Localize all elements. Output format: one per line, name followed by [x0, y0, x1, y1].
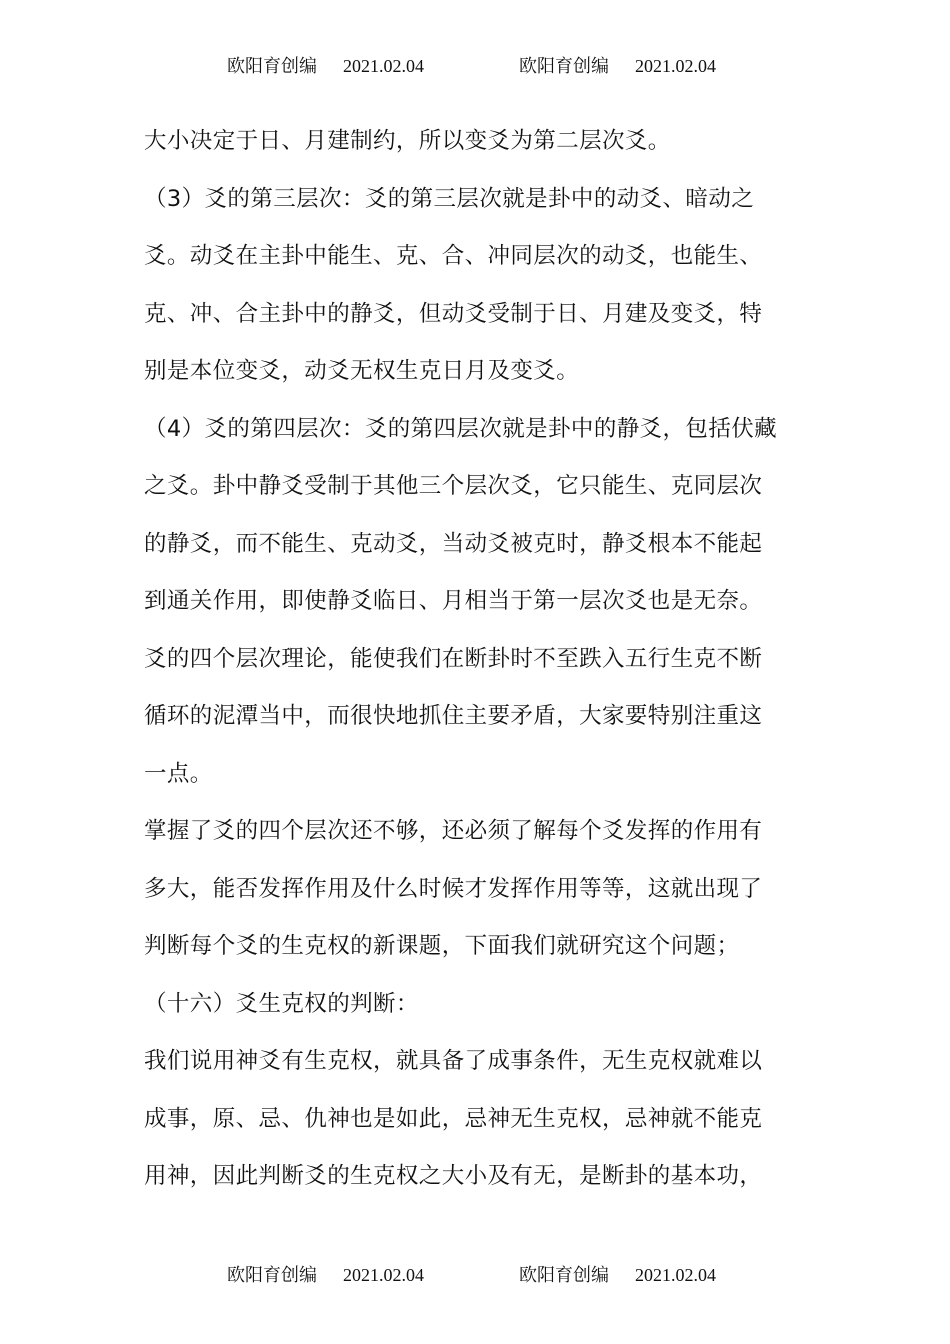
footer-right-date: 2021.02.04	[635, 1265, 716, 1285]
body-line: 之爻。卦中静爻受制于其他三个层次爻，它只能生、克同层次	[144, 473, 763, 499]
body-line: （4）爻的第四层次：爻的第四层次就是卦中的静爻，包括伏藏	[144, 415, 778, 442]
body-line: 我们说用神爻有生克权，就具备了成事条件，无生克权就难以	[144, 1048, 763, 1074]
header-stamp-right	[519, 52, 716, 80]
body-line: 到通关作用，即使静爻临日、月相当于第一层次爻也是无奈。	[144, 588, 763, 614]
body-line: 的静爻，而不能生、克动爻，当动爻被克时，静爻根本不能起	[144, 530, 763, 557]
body-line: 多大，能否发挥作用及什么时候才发挥作用等等，这就出现了	[144, 875, 763, 902]
footer-left-date: 2021.02.04	[343, 1265, 424, 1285]
body-line: 判断每个爻的生克权的新课题，下面我们就研究这个问题；	[144, 933, 740, 959]
header-left-author: 欧阳育创编	[227, 56, 317, 76]
header-right-author: 欧阳育创编	[519, 56, 609, 76]
page-header	[0, 52, 950, 80]
body-line: （3）爻的第三层次：爻的第三层次就是卦中的动爻、暗动之	[144, 185, 755, 212]
body-line: 循环的泥潭当中，而很快地抓住主要矛盾，大家要特别注重这	[144, 703, 763, 729]
header-right-date: 2021.02.04	[635, 56, 716, 76]
page-footer	[0, 1261, 950, 1289]
body-line: 掌握了爻的四个层次还不够，还必须了解每个爻发挥的作用有	[144, 818, 763, 844]
header-left-date: 2021.02.04	[343, 56, 424, 76]
footer-left-author: 欧阳育创编	[227, 1265, 317, 1285]
header-stamp-left	[227, 52, 424, 80]
footer-stamp-left	[227, 1261, 424, 1289]
body-line: 别是本位变爻，动爻无权生克日月及变爻。	[144, 358, 580, 384]
section-heading: （十六）爻生克权的判断：	[144, 990, 419, 1017]
body-line: 克、冲、合主卦中的静爻，但动爻受制于日、月建及变爻，特	[144, 300, 763, 327]
body-line: 成事，原、忌、仇神也是如此，忌神无生克权，忌神就不能克	[144, 1105, 763, 1132]
body-line: 一点。	[144, 760, 213, 787]
body-line: 爻的四个层次理论，能使我们在断卦时不至跌入五行生克不断	[144, 645, 763, 672]
footer-stamp-right	[519, 1261, 716, 1289]
footer-right-author: 欧阳育创编	[519, 1265, 609, 1285]
body-line: 用神，因此判断爻的生克权之大小及有无，是断卦的基本功，	[144, 1163, 763, 1189]
body-line: 大小决定于日、月建制约，所以变爻为第二层次爻。	[144, 128, 671, 154]
body-line: 爻。动爻在主卦中能生、克、合、冲同层次的动爻，也能生、	[144, 243, 763, 269]
document-body	[144, 113, 812, 1206]
